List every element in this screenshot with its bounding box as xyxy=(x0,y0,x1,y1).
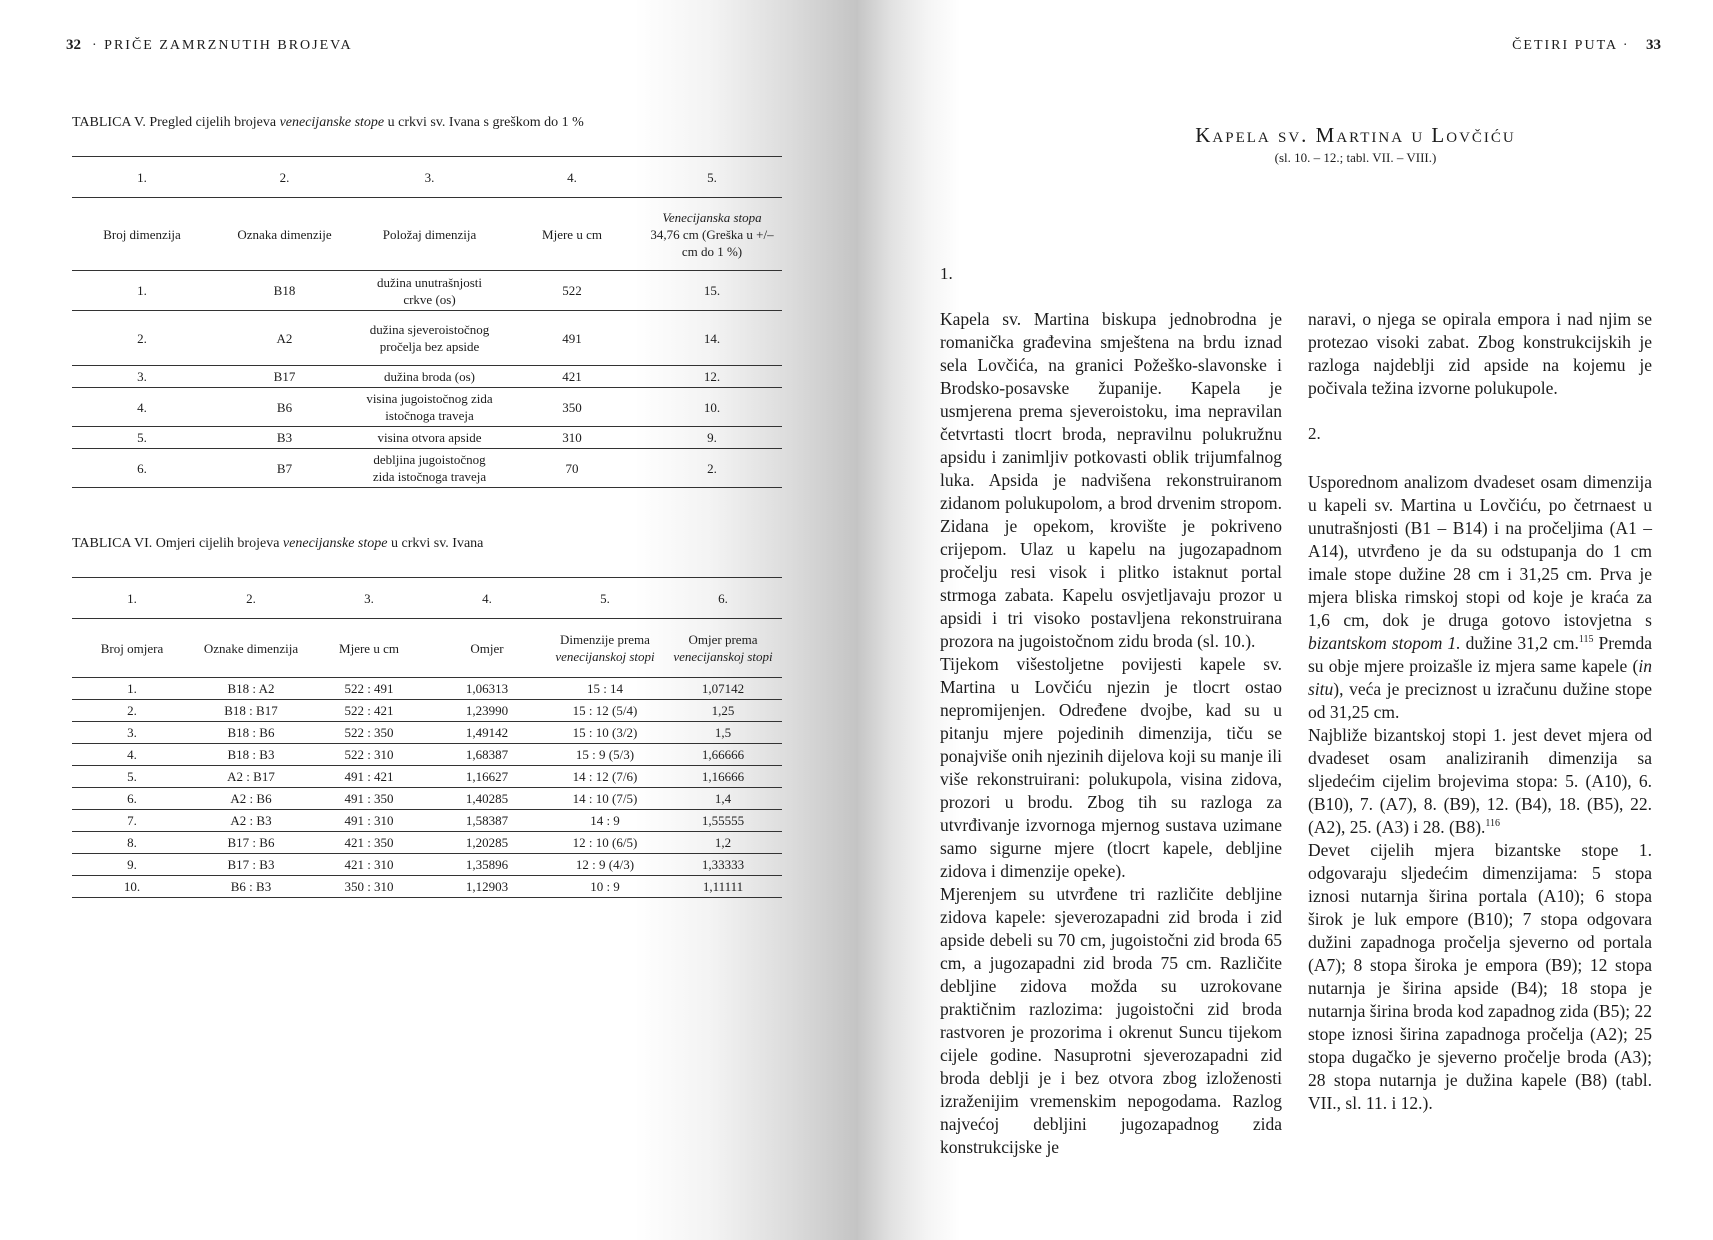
table-row: 2. A2 dužina sjeveroistočnog pročelja bez apside 491 14. xyxy=(72,311,782,366)
table-cell: A2 : B17 xyxy=(227,768,275,784)
table-cell: 522 : 421 xyxy=(344,702,394,718)
text-column-1 xyxy=(940,308,1282,1159)
table-cell: 14 : 9 xyxy=(590,812,620,828)
table-cell: 15 : 10 (3/2) xyxy=(572,724,638,740)
section-number-1: 1. xyxy=(940,264,953,283)
footnote-ref-116[interactable]: 116 xyxy=(1485,818,1501,830)
table-row xyxy=(72,832,782,854)
table-cell: 1. xyxy=(127,680,137,696)
paragraph: Kapela sv. Martina biskupa jednobrodna je romanička građevina smještena na brdu iznad sela Lovčića, na granici Požeško-slavonske i Brodsko-posavske županije. Kapela je usmjerena prema sjeveroistoku, ima nepravilan četvrtasti tlocrt broda, nepravilnu polukružnu apsidu i zanimljiv potkovasti oblik trijumfalnog luka. Apsida je nadvišena rekonstruiranom zidanom polukupolom, a brod drvenim stropom. Zidana je opekom, krovište je pokriveno crijepom. Ulaz u kapelu na jugozapadnom pročelju resi visok i plitko istaknut portal strmoga zabata. Kapelu osvjetljavaju prozor u apsidi i tri visoko postavljena rekonstruirana prozora na jugoistočnom zidu broda (sl. 10.). xyxy=(940,309,1282,651)
table5-header-row: Broj dimenzija Oznaka dimenzije Položaj dimenzija Mjere u cm Venecijanska stopa 34,76 cm (Greška u +/– cm do 1 %) xyxy=(72,198,782,271)
table-cell: 12 : 10 (6/5) xyxy=(572,834,638,850)
left-running-title: · PRIČE ZAMRZNUTIH BROJEVA xyxy=(92,38,353,53)
right-running-head xyxy=(1512,37,1661,54)
right-running-title: ČETIRI PUTA · xyxy=(1512,38,1630,53)
table-cell: 1,16666 xyxy=(701,768,745,784)
footnote-ref-115[interactable]: 115 xyxy=(1578,634,1594,646)
table-cell: 15 : 9 (5/3) xyxy=(575,746,635,762)
paragraph: Najbliže bizantskoj stopi 1. jest devet mjera od dvadeset osam analiziranih dimenzija sa sljedećim cijelim brojevima stopa: 5. (A10), 6. (B10), 7. (A7), 8. (B9), 12. (B4), 18. (B5), 22. (A2), 25. (A3) i 28. (B8).$^{116}$ xyxy=(1308,725,1652,837)
table-cell: 1,33333 xyxy=(701,856,745,872)
table-row xyxy=(72,722,782,744)
table6-body xyxy=(72,678,782,898)
table-cell: A2 : B3 xyxy=(230,812,272,828)
table-cell: 14 : 10 (7/5) xyxy=(572,790,638,806)
table-cell: 1,20285 xyxy=(465,834,509,850)
paragraph: Mjerenjem su utvrđene tri različite debljine zidova kapele: sjeverozapadni zid broda i zid apside debeli su 70 cm, jugoistočni zid broda 65 cm, a jugozapadni zid broda 75 cm. Različite debljine zidova možda su uzrokovane praktičnim razlozima: jugoistočni zid broda rastvoren je prozorima i okrenut Suncu tijekom cijele godine. Nasuprotni sjeverozapadni zid broda deblji je i bez otvora zbog izloženosti izraženijim vremenskim nepogodama. Razlog najvećoj debljini jugozapadnog zida konstrukcijske je xyxy=(940,884,1282,1157)
table-cell: 5. xyxy=(127,768,137,784)
table-cell: B17 : B6 xyxy=(227,834,275,850)
table-cell: 491 : 421 xyxy=(344,768,394,784)
table-cell: B18 : B6 xyxy=(227,724,275,740)
table-row xyxy=(72,876,782,898)
table-row xyxy=(72,700,782,722)
text-column-2 xyxy=(1308,471,1652,1115)
table-cell: 350 : 310 xyxy=(344,878,394,894)
table-cell: 3. xyxy=(127,724,137,740)
table-row xyxy=(72,788,782,810)
table-cell: 522 : 491 xyxy=(344,680,394,696)
table-row: 6. B7 debljina jugoistočnog zida istočnoga traveja 70 2. xyxy=(72,449,782,488)
table6-header-row: Broj omjera Oznake dimenzija Mjere u cm Omjer Dimenzije prema venecijanskoj stopi Omjer prema venecijanskoj stopi xyxy=(72,619,782,678)
table-row xyxy=(72,678,782,700)
table-cell: 1,49142 xyxy=(465,724,509,740)
table-cell: 421 : 310 xyxy=(344,856,394,872)
table-cell: 421 : 350 xyxy=(344,834,394,850)
table-cell: 15 : 14 xyxy=(586,680,624,696)
table-cell: 1,16627 xyxy=(465,768,509,784)
table5-caption: TABLICA V. Pregled cijelih brojeva venecijanske stope u crkvi sv. Ivana s greškom do 1 % xyxy=(72,115,584,130)
table6 xyxy=(72,577,782,898)
table-cell: 1,23990 xyxy=(465,702,509,718)
table6-caption: TABLICA VI. Omjeri cijelih brojeva venecijanske stope u crkvi sv. Ivana xyxy=(72,536,484,551)
table5 xyxy=(72,156,782,488)
table-cell: 1,68387 xyxy=(465,746,509,762)
table-cell: 1,40285 xyxy=(465,790,509,806)
table-cell: 491 : 310 xyxy=(344,812,394,828)
table-cell: 522 : 350 xyxy=(344,724,394,740)
table-row xyxy=(72,766,782,788)
table-cell: 522 : 310 xyxy=(344,746,394,762)
section-number-2: 2. xyxy=(1308,424,1321,443)
table-row xyxy=(72,744,782,766)
table-row xyxy=(72,810,782,832)
table-row: 5. B3 visina otvora apside 310 9. xyxy=(72,427,782,449)
paragraph: Devet cijelih mjera bizantske stope 1. odgovaraju sljedećim dimenzijama: 5 stopa iznosi nutarnja širina portala (A10); 6 stopa širok je luk empore (B10); 7 stopa odgovara dužini zapadnoga pročelja sjeverno od portala (A7); 8 stopa široka je empora (B9); 12 stopa nutarnja je širina apside (B4); 18 stopa je nutarnja širina broda kod zapadnog zida (B5); 22 stope iznosi širina zapadnoga pročelja (A2); 25 stopa dugačko je sjeverno pročelje broda (A3); 28 stopa nutarnja je dužina kapele (B8) (tabl. VII., sl. 11. i 12.). xyxy=(1308,840,1652,1113)
table-row: 1. B18 dužina unutrašnjosti crkve (os) 522 15. xyxy=(72,271,782,311)
table-row xyxy=(72,854,782,876)
paragraph: naravi, o njega se opirala empora i nad njim se protezao visoki zabat. Zbog konstrukcijskih je razloga najdeblji zid apside na kojemu je počivala težina izvorne polukupole. xyxy=(1308,309,1652,398)
table-cell: 10. xyxy=(123,878,141,894)
table-cell: 15 : 12 (5/4) xyxy=(572,702,638,718)
right-page xyxy=(858,0,1713,1240)
table-cell: 1,66666 xyxy=(701,746,745,762)
table-row: 3. B17 dužina broda (os) 421 12. xyxy=(72,366,782,388)
left-running-head xyxy=(66,37,353,54)
table-cell: 1,07142 xyxy=(701,680,745,696)
table-cell: 1,4 xyxy=(714,790,732,806)
table-cell: 1,11111 xyxy=(702,878,744,894)
chapter-title: Kapela sv. Martina u Lovčiću xyxy=(1195,123,1516,147)
table5-column-numbers: 1. 2. 3. 4. 5. xyxy=(72,157,782,198)
table-cell: 1,55555 xyxy=(701,812,745,828)
table-cell: B6 : B3 xyxy=(230,878,272,894)
chapter-subtitle: (sl. 10. – 12.; tabl. VII. – VIII.) xyxy=(1274,150,1437,165)
table-cell: 4. xyxy=(127,746,137,762)
table-cell: 1,35896 xyxy=(465,856,509,872)
table-cell: 1,2 xyxy=(714,834,732,850)
paragraph: Usporednom analizom dvadeset osam dimenzija u kapeli sv. Martina u Lovčiću, po četrnaest u unutrašnjosti (B1 – B14) i na pročeljima (A1 – A14), utvrđeno je da su odstupanja do 1 cm imale stope dužine 28 cm i 31,25 cm. Prva je mjera bliska rimskoj stopi od koje je kraća za 1,6 cm, dok je druga gotovo istovjetna s bizantskom stopom 1. dužine 31,2 cm.$^{115}$ Premda su obje mjere proizašle iz mjera same kapele (in situ), veća je preciznost u izračunu dužine stope od 31,25 cm. xyxy=(1308,472,1652,722)
table-cell: 7. xyxy=(127,812,137,828)
paragraph: Tijekom višestoljetne povijesti kapele sv. Martina u Lovčiću njezin je tlocrt ostao nepromijenjen. Određene dvojbe, kad su u pitanju mjere pojedinih dimenzija, tiču se ponajviše onih njezinih dijelova koji su manje ili više rekonstruirani: polukupola, visina zidova, prozori u brodu. Zbog tih su razloga za utvrđivanje izvornoga mjernog sustava uzimane samo sigurne mjere (tlocrt kapele, debljine zidova i dimenzije opeke). xyxy=(940,654,1282,881)
table-cell: 14 : 12 (7/6) xyxy=(572,768,638,784)
table-cell: 1,25 xyxy=(711,702,735,718)
table-cell: 6. xyxy=(127,790,137,806)
table-cell: 2. xyxy=(127,702,137,718)
table-cell: B18 : B3 xyxy=(227,746,275,762)
table-cell: B18 : A2 xyxy=(227,680,275,696)
table-cell: 1,58387 xyxy=(465,812,509,828)
table-cell: B17 : B3 xyxy=(227,856,275,872)
table-cell: 491 : 350 xyxy=(344,790,394,806)
table-cell: 1,5 xyxy=(714,724,732,740)
page-number-left: 32 xyxy=(66,37,81,53)
table-cell: 8. xyxy=(127,834,137,850)
table-cell: 1,12903 xyxy=(465,878,509,894)
table-cell: 1,06313 xyxy=(465,680,509,696)
chapter-heading xyxy=(928,123,1713,166)
table-row: 4. B6 visina jugoistočnog zida istočnoga traveja 350 10. xyxy=(72,388,782,427)
text-column-2-top xyxy=(1308,308,1652,400)
table-cell: 9. xyxy=(127,856,137,872)
table-cell: A2 : B6 xyxy=(230,790,272,806)
table-cell: B18 : B17 xyxy=(224,702,278,718)
table-cell: 10 : 9 xyxy=(590,878,620,894)
page-number-right: 33 xyxy=(1646,37,1661,53)
table-cell: 12 : 9 (4/3) xyxy=(575,856,635,872)
table6-column-numbers: 1. 2. 3. 4. 5. 6. xyxy=(72,578,782,619)
